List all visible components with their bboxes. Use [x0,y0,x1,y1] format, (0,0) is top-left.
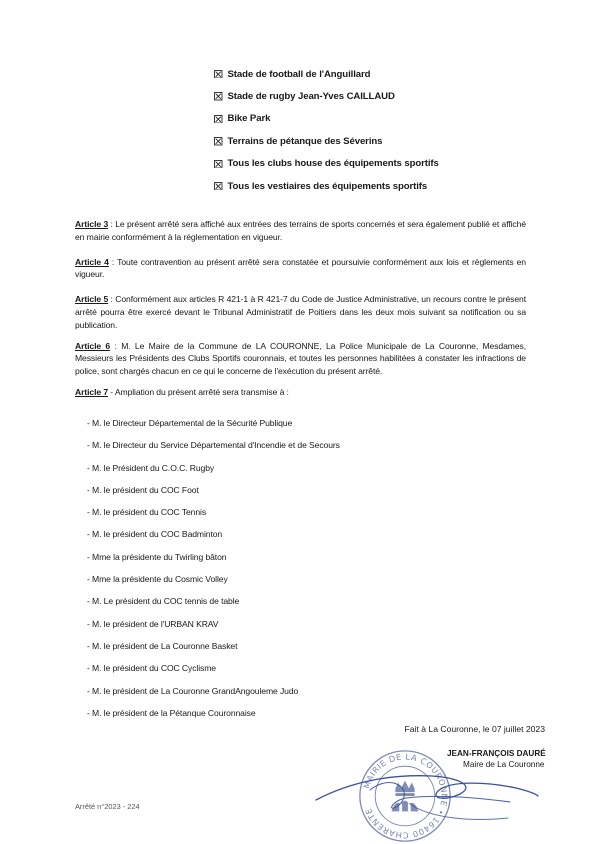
signer-name: JEAN-FRANÇOIS DAURÉ [447,749,546,758]
list-item: - Mme la présidente du Twirling bâton [87,551,227,562]
article-text: : Le présent arrêté sera affiché aux entrées des terrains de sports concernés et sera également publié et affiché en mairie conformément à la réglementation en vigueur. [75,219,526,242]
signer-block [447,748,546,770]
handwritten-signature [310,760,540,830]
article-text: : Conformément aux articles R 421-1 à R 421-7 du Code de Justice Administrative, un recours contre le présent arrêté pourra être exercé devant le Tribunal Administratif de Poitiers dans les deux mois suivant sa notification ou sa publication. [75,294,526,330]
article-text: : M. Le Maire de la Commune de LA COURONNE, La Police Municipale de La Couronne, Mesdames, Messieurs les Présidents des Clubs Sportifs couronnais, et toutes les personnes habilitées à constater les infractions de police, sont chargés chacun en ce qui le concerne de l'exécution du présent arrêté. [75,340,527,377]
list-item: - M. le président du COC Badminton [87,529,223,540]
checked-box-icon [214,70,223,79]
article-label: Article 6 [75,340,111,351]
signer-title: Maire de La Couronne [463,760,545,769]
checklist-item-label: Bike Park [227,113,271,125]
article-text: - Ampliation du présent arrêté sera transmise à : [108,386,289,397]
checked-box-icon [214,160,223,169]
article-label: Article 7 [75,386,109,397]
article-4 [75,256,526,282]
stamp-text: MAIRIE DE LA COURONNE • 16400 CHARENTE [361,751,450,841]
article-5 [75,293,526,331]
facility-checklist [214,63,534,197]
checklist-item [214,108,534,130]
article-label: Article 3 [75,219,109,229]
checklist-item-label: Tous les clubs house des équipements sportifs [227,158,439,170]
checklist-item [214,85,534,107]
checklist-item [214,63,534,85]
checklist-item [214,175,534,197]
list-item: - M. le Directeur Départemental de la Sécurité Publique [87,418,293,428]
list-item: - Mme la présidente du Cosmic Volley [87,574,228,585]
checked-box-icon [214,137,223,146]
checked-box-icon [214,115,223,124]
recipients-list [87,417,467,729]
checklist-item-label: Stade de rugby Jean-Yves CAILLAUD [227,91,395,103]
checklist-item [214,130,534,152]
checked-box-icon [214,92,223,101]
list-item: - M. le Président du C.O.C. Rugby [87,462,215,473]
article-label: Article 4 [75,256,109,267]
checklist-item-label: Tous les vestiaires des équipements sportifs [227,180,428,192]
checklist-item-label: Terrains de pétanque des Séverins [227,135,383,147]
list-item: - M. le président de La Couronne GrandAngouleme Judo [87,685,299,696]
list-item: - M. le Directeur du Service Départemental d'Incendie et de Secours [87,440,340,451]
place-date: Fait à La Couronne, le 07 juillet 2023 [404,724,545,734]
checked-box-icon [214,182,223,191]
article-3 [75,218,526,244]
article-label: Article 5 [75,294,109,305]
list-item: - M. le président du COC Foot [87,484,199,495]
list-item: - M. Le président du COC tennis de table [87,596,240,607]
list-item: - M. le président du COC Cyclisme [87,663,216,674]
decree-reference: Arrêté n°2023 - 224 [75,802,140,811]
list-item: - M. le président de l'URBAN KRAV [87,618,219,629]
article-6 [75,340,526,378]
article-7 [75,386,526,399]
list-item: - M. le président du COC Tennis [87,507,207,518]
list-item: - M. le président de La Couronne Basket [87,640,238,651]
checklist-item [214,153,534,175]
article-text: : Toute contravention au présent arrêté sera constatée et poursuivie conformément aux lois et règlements en vigueur. [75,256,526,280]
checklist-item-label: Stade de football de l'Anguillard [227,68,371,80]
articles-section [75,218,526,399]
list-item: - M. le président de la Pétanque Couronnaise [87,707,256,718]
